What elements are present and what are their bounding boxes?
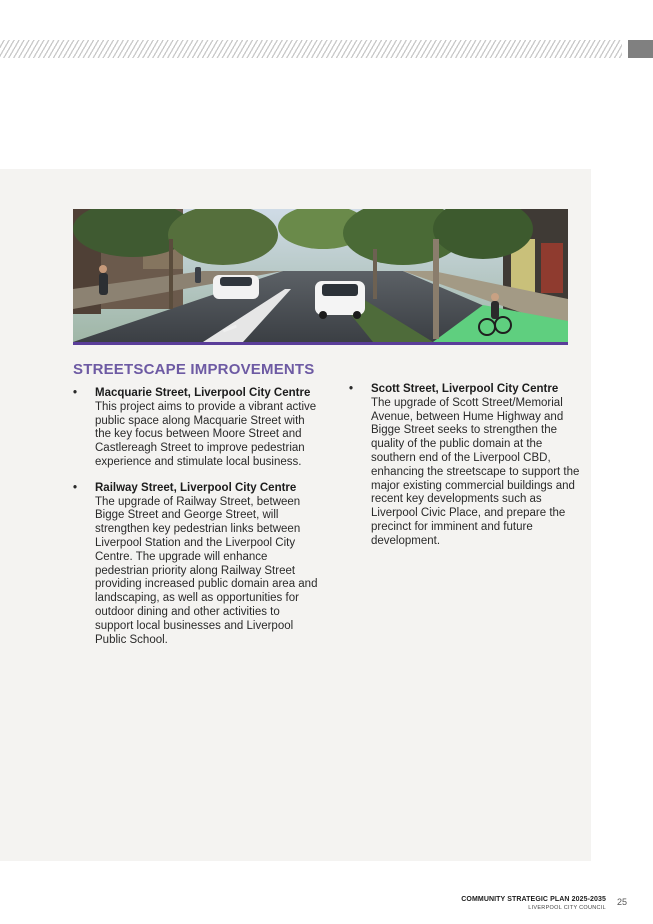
page-corner-tab [628,40,653,58]
project-description: The upgrade of Scott Street/Memorial Avenue, between Hume Highway and Bigge Street seeks to strengthen the quality of the public domain at the southern end of the Liverpool CBD, enhancing the streetscape to support the major existing commercial buildings and recent key developments such as Liverpool Civic Place, and prepare the precinct for imminent and future development. [371,396,580,547]
footer-document-title: COMMUNITY STRATEGIC PLAN 2025-2035 [461,896,606,903]
left-column [73,387,318,659]
project-title: Railway Street, Liverpool City Centre [95,481,297,494]
project-item [349,383,581,549]
decorative-hatch-band [0,40,622,58]
project-title: Scott Street, Liverpool City Centre [371,383,559,395]
page-number: 25 [617,897,628,907]
right-column [349,383,581,561]
section-heading: STREETSCAPE IMPROVEMENTS [73,361,315,378]
project-item [73,482,318,648]
footer-organisation: LIVERPOOL CITY COUNCIL [528,905,606,911]
project-item [73,387,318,470]
bullet-icon: • [73,481,78,494]
project-title: Macquarie Street, Liverpool City Centre [95,387,311,399]
streetscape-hero-image [73,209,568,342]
hero-accent-rule [73,342,568,345]
project-description: This project aims to provide a vibrant active public space along Macquarie Street with the key focus between Moore Street and Castlereagh Street to improve pedestrian experience and stimulate local business. [95,400,317,468]
project-description: The upgrade of Railway Street, between Bigge Street and George Street, will strengthen key pedestrian links between Liverpool Station and the Liverpool City Centre. The upgrade will enhance pedestrian priority along Railway Street providing increased public domain area and landscaping, as well as opportunities for outdoor dining and other activities to support local businesses and Liverpool Public School. [95,495,318,646]
bullet-icon: • [349,383,354,395]
bullet-icon: • [73,387,78,399]
